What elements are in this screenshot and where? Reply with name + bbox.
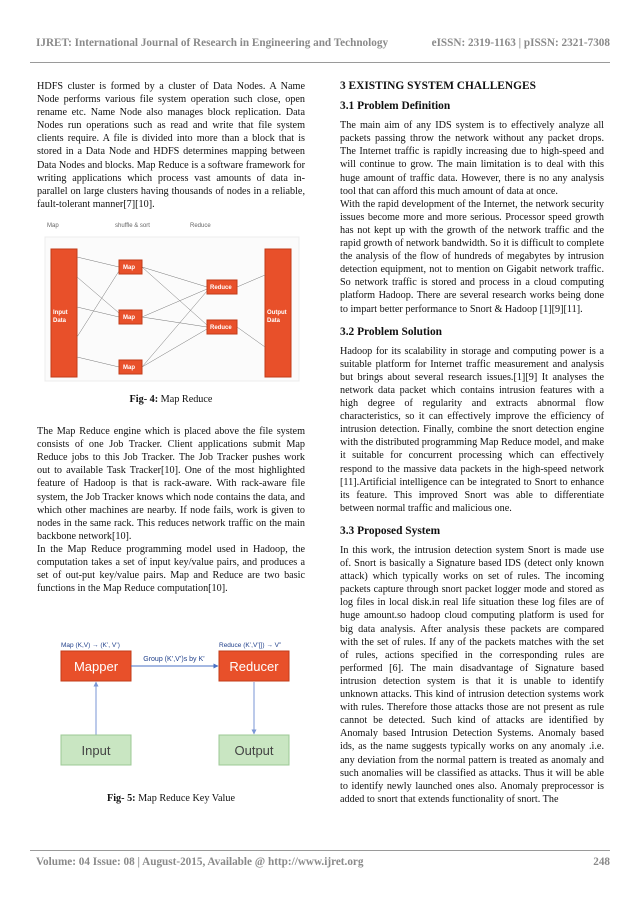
fig4-label-shuffle: shuffle & sort: [115, 222, 150, 229]
paragraph-problem-definition: The main aim of any IDS system is to effectively analyze all packets passing throw the network without any packet drops. The Internet traffic is rapidly increasing due to high-speed and will continue to grow. The main limitation is to deal with this huge amount of traffic data. However, there is no any analysis tool that can afford this much amount of data at once.: [340, 120, 604, 197]
fig4-label-reduce: Reduce: [190, 222, 211, 229]
fig4-map-3-label: Map: [123, 364, 135, 371]
section-3-1-heading: 3.1 Problem Definition: [340, 100, 451, 113]
paragraph-hdfs: HDFS cluster is formed by a cluster of Data Nodes. A Name Node performs various file system operation such close, open rename etc. Name Node also manages block replication. Data Nodes run operations such as read and write that file system clients require. A file is divided into more than a block that is stored in a Data Node and HDFS determines mapping between Data Nodes and blocks. Map Reduce is a software framework for writing applications which process vast amounts of data in-parallel on large clusters having thousands of nodes in a reliable, fault-tolerant manner[7][10].: [37, 81, 305, 210]
paragraph-network-security: With the rapid development of the Internet, the network security issues become more and more serious. Processor speed growth has not kept up with the growth of the network traffic and the rapid growth of network bandwidth. So it is difficult to complete the analysis of the flow of hundreds of megabytes by intrusion detection equipment, not to mention on Gigabit network traffic. So network traffic is stored and process in a cloud computing platform Hadoop. There are several research works being done to impart better performance to Snort & Hadoop [1][9][11].: [340, 198, 604, 315]
fig5-mapper-label: Mapper: [73, 659, 119, 675]
right-column: [340, 80, 604, 806]
section-3-2-heading: 3.2 Problem Solution: [340, 325, 442, 338]
figure-5-map-reduce-key-value: [37, 639, 305, 769]
fig4-reduce-2-label: Reduce: [210, 324, 232, 331]
fig4-label-map: Map: [47, 222, 59, 229]
running-header: [36, 37, 610, 59]
page-number: 248: [593, 856, 610, 868]
fig5-map-function: Map (K,V) → (K’, V’): [61, 642, 120, 650]
fig5-output-label: Output: [234, 743, 274, 759]
fig4-input-text-2: Data: [53, 317, 67, 324]
figure-4-caption-label: Fig- 4:: [129, 393, 159, 405]
header-rule: [30, 62, 610, 63]
paragraph-problem-solution: Hadoop for its scalability in storage and computing power is a suitable platform for Internet traffic measurement and analysis but brings about several research issues.[1][9] It analyses the network data packet which contains intrusion features with a high degree of regularity and extracts abnormal flow characteristics, so it can effectively improve the efficiency of intrusion detection. Finally, combine the snort detection engine with the distributed programming Map Reduce model, and make it suitable for concurrent processing which can effectively respond to the massive data packets in the high-speed network [11].Artificial intelligence can be integrated to Snort to enhance its feature. This improved Snort was able to differentiate between normal traffic and malicious one.: [340, 345, 604, 514]
fig4-reduce-1-label: Reduce: [210, 284, 232, 291]
footer-rule: [30, 850, 610, 851]
fig5-group-label: Group (K’,V’)s by K’: [143, 656, 205, 664]
fig4-map-1-label: Map: [123, 264, 135, 271]
fig4-map-2-label: Map: [123, 314, 135, 321]
figure-4-caption: [37, 393, 305, 406]
journal-title: IJRET: International Journal of Research in Engineering and Technology: [36, 37, 389, 49]
figure-4-map-reduce: [37, 217, 305, 385]
figure-5-caption-text: Map Reduce Key Value: [135, 793, 235, 805]
fig4-output-text-1: Output: [267, 309, 287, 316]
issn: eISSN: 2319-1163 | pISSN: 2321-7308: [431, 37, 610, 49]
section-3-3-heading: 3.3 Proposed System: [340, 524, 441, 537]
section-3-heading: 3 EXISTING SYSTEM CHALLENGES: [340, 80, 536, 92]
fig5-reduce-function: Reduce (K’,V’[]) → V”: [219, 642, 282, 650]
figure-5-caption-label: Fig- 5:: [107, 793, 136, 805]
figure-4-caption-text: Map Reduce: [158, 393, 213, 405]
paragraph-proposed-system: In this work, the intrusion detection system Snort is made use of. Snort is basically a Signature based IDS (detect only known attack) which typically works on set of rules. The incoming packets capture through snort packet logger mode and stored as log files in local disk.in real life situation these log files are of huge amount.so hadoop cloud computing platform is used for big data analysis. After analysis these packets are compared with the set of rules. If any of the packets matches with the set of rules, actions specified in the corresponding rules are performed [6]. The main disadvantage of Signature based intrusion detection system is that it is unable to identify unknown attacks. This kind of intrusion detection systems work with rules. Therefore those attacks those are not present as rule cannot be detected. Such kind of attacks are identified by Anomaly based Intrusion Detection Systems. Anomaly based ids, as the name suggests typically works on any anomaly .i.e. any deviation from the normal pattern is treated as anomaly and such anomalies will be classified as attacks. Thus it will be able to identify newly launched ones also. Anomaly preprocessor is added to snort that extends functionality of snort. The: [340, 545, 604, 805]
paragraph-key-value: In the Map Reduce programming model used in Hadoop, the computation takes a set of input key/value pairs, and produces a set of out-put key/value pairs. Map and Reduce are two basic functions in the Map Reduce computation[10].: [37, 543, 305, 595]
fig4-output-text-2: Data: [267, 317, 281, 324]
fig4-input-text-1: Input: [53, 309, 68, 316]
paragraph-job-tracker: The Map Reduce engine which is placed above the file system consists of one Job Tracker. Client applications submit Map Reduce jobs to this Job Tracker. The Job Tracker pushes work out to available Task Tracker[10]. One of the most highlighted feature of Hadoop is that is rack-aware. With rack-aware file system, the Job Tracker knows which node contains the data, and which other machines are nearby. If node fails, work is given to nodes in the same rack. This reduces network traffic on the main backbone network[10].: [37, 426, 305, 542]
fig5-input-label: Input: [81, 743, 111, 759]
left-column: [37, 80, 305, 805]
volume-info: Volume: 04 Issue: 08 | August-2015, Available @ http://www.ijret.org: [36, 856, 364, 868]
figure-5-caption: [37, 792, 305, 805]
fig5-reducer-label: Reducer: [229, 659, 279, 675]
running-footer: [36, 856, 610, 874]
